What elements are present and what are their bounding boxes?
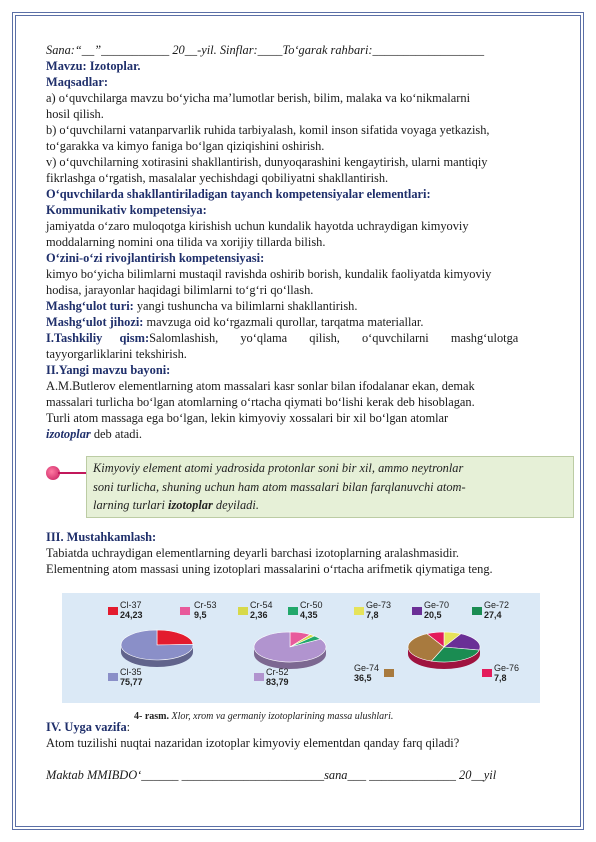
communicative-heading: Kommunikativ kompetensiya: [46,203,207,217]
cr54-name: Cr-54 [250,600,273,610]
header-line: Sana:“__”___________ 20__-yil. Sinflar:____To‘garak rahbari:__________________ [46,43,485,57]
ge76-name: Ge-76 [494,663,520,673]
reinforcement-line2: Elementning atom massasi uning izotoplari massalarini o‘rtacha arifmetik qiymatiga teng. [46,562,493,576]
cr53-value: 9,5 [194,610,207,620]
cr54-swatch [238,607,248,615]
callout-line3-start: larning turlari [93,498,169,512]
cr50-value: 4,35 [300,610,318,620]
organizational-value: Salomlashish, yo‘qlama qilish, o‘quvchilarni mashg‘ulotga [149,331,519,345]
homework-section [46,719,554,783]
cl37-value: 24,23 [120,610,143,620]
footer-line: Maktab MMIBDO‘______ _______________________sana___ ______________ 20__yil [46,768,497,782]
cl35-value: 75,77 [120,677,143,687]
ge76-value: 7,8 [494,673,507,683]
ge76-swatch [482,669,492,677]
cr53-label [194,600,217,620]
homework-question: Atom tuzilishi nuqtai nazaridan izotoplar kimyoviy elementdan qanday farq qiladi? [46,736,460,750]
callout-pointer [58,472,86,474]
lesson-type-value: yangi tushuncha va bilimlarni shakllantirish. [133,299,358,313]
lesson-equipment-value: mavzuga oid ko‘rgazmali qurollar, tarqatma materiallar. [143,315,424,329]
competencies-heading: O‘quvchilarda shakllantiriladigan tayanch kompetensiyalar elementlari: [46,187,431,201]
organizational-label: I.Tashkiliy qism: [46,331,150,345]
new-topic-line2: massalari turlicha bo‘lgan atomlarning o‘rtacha qiymati bo‘lishi kerak deb hisoblagan. [46,395,475,409]
isotopes-term: izotoplar [46,427,91,441]
self-development-heading: O‘zini-o‘zi rivojlantirish kompetensiyasi: [46,251,265,265]
callout-line2: soni turlicha, shuning uchun ham atom massalari bilan farqlanuvchi atom- [93,479,466,494]
cr50-swatch [288,607,298,615]
ge72-name: Ge-72 [484,600,510,610]
goal-b-line2: to‘garakka va kimyo faniga bo‘lgan qiziqishini oshirish. [46,139,325,153]
homework-heading-line [46,719,554,735]
ge70-name: Ge-70 [424,600,450,610]
callout-line3 [93,496,529,515]
new-topic-line4-rest: deb atadi. [90,427,143,441]
figure-number: 4- rasm. [134,711,169,722]
organizational-line2: tayyorgarliklarini tekshirish. [46,347,187,361]
new-topic-line3: Turli atom massaga ega bo‘lgan, lekin kimyoviy xossalari bir xil bo‘lgan atomlar [46,411,449,425]
ge74-name: Ge-74 [354,663,380,673]
ge76-label [494,663,519,683]
cr52-value: 83,79 [266,677,289,687]
cr53-swatch [180,607,190,615]
ge74-value: 36,5 [354,673,372,683]
ge70-swatch [412,607,422,615]
cr52-label [266,667,289,687]
cr54-label [250,600,273,620]
cr52-swatch [254,673,264,681]
cl35-label [120,667,143,687]
communicative-line1: jamiyatda o‘zaro muloqotga kirishish uchun kundalik hayotda uchraydigan kimyoviy [46,219,469,233]
ge72-value: 27,4 [484,610,502,620]
ge72-swatch [472,607,482,615]
self-development-line1: kimyo bo‘yicha bilimlarni mustaqil ravishda oshirib borish, kundalik faoliyatda kimyoviy [46,267,492,281]
communicative-line2: moddalarning nomini ona tilida va xorijiy tillarda bilish. [46,235,326,249]
isotope-pie-charts [62,593,540,703]
ge73-label [366,600,391,620]
homework-heading: IV. Uyga vazifa [46,720,127,734]
cl37-label [120,600,143,620]
cl35-name: Cl-35 [120,667,142,677]
reinforcement-heading: III. Mustahkamlash: [46,530,157,544]
callout-isotopes-term: izotoplar [168,498,213,512]
goals-heading: Maqsadlar: [46,75,108,89]
lesson-type [46,298,554,314]
cr54-value: 2,36 [250,610,268,620]
callout-line3-end: deyiladi. [212,498,259,512]
figure-caption-text: Xlor, xrom va germaniy izotoplarining massa ulushlari. [169,711,394,722]
ge74-swatch [384,669,394,677]
ge73-value: 7,8 [366,610,379,620]
callout-box [86,456,574,518]
new-topic-line1: A.M.Butlerov elementlarning atom massalari kasr sonlar bilan ifodalanar ekan, demak [46,379,475,393]
cl35-swatch [108,673,118,681]
goal-a-line1: a) o‘quvchilarga mavzu bo‘yicha ma’lumotlar berish, bilim, malaka va ko‘nikmalarni [46,91,471,105]
goal-b-line1: b) o‘quvchilarni vatanparvarlik ruhida tarbiyalash, komil inson sifatida voyaga yetkazish, [46,123,490,137]
callout-line1: Kimyoviy element atomi yadrosida protonlar soni bir xil, ammo neytronlar [93,461,464,475]
reinforcement-section [46,529,554,577]
lesson-equipment-label: Mashg‘ulot jihozi: [46,315,144,329]
goal-a-line2: hosil qilish. [46,107,104,121]
reinforcement-line1: Tabiatda uchraydigan elementlarning deyarli barchasi izotoplarning aralashmasidir. [46,546,460,560]
cr53-name: Cr-53 [194,600,217,610]
cr52-name: Cr-52 [266,667,289,677]
cl37-swatch [108,607,118,615]
cl37-name: Cl-37 [120,600,142,610]
ge70-value: 20,5 [424,610,442,620]
goal-v-line2: fikrlashga o‘rgatish, masalalar yechishdagi qobiliyatni shakllantirish. [46,171,389,185]
cr50-name: Cr-50 [300,600,323,610]
definition-callout [46,452,554,516]
lesson-type-label: Mashg‘ulot turi: [46,299,134,313]
ge73-name: Ge-73 [366,600,392,610]
ge70-label [424,600,449,620]
goal-v-line1: v) o‘quvchilarning xotirasini shakllantirish, dunyoqarashini kengaytirish, ularni mantiqiy [46,155,488,169]
new-topic-line4 [46,426,554,442]
self-development-line2: hodisa, jarayonlar haqidagi bilimlarni to‘g‘ri qo‘llash. [46,283,314,297]
ge74-label [354,663,379,683]
cr50-label [300,600,323,620]
ge73-swatch [354,607,364,615]
organizational-part [46,330,554,346]
lesson-plan [46,42,554,442]
cl-37-slice [157,630,193,645]
new-topic-heading: II.Yangi mavzu bayoni: [46,363,171,377]
callout-text [93,459,529,515]
topic: Mavzu: Izotoplar. [46,59,141,73]
homework-colon: : [126,720,131,734]
ge72-label [484,600,509,620]
lesson-equipment [46,314,554,330]
